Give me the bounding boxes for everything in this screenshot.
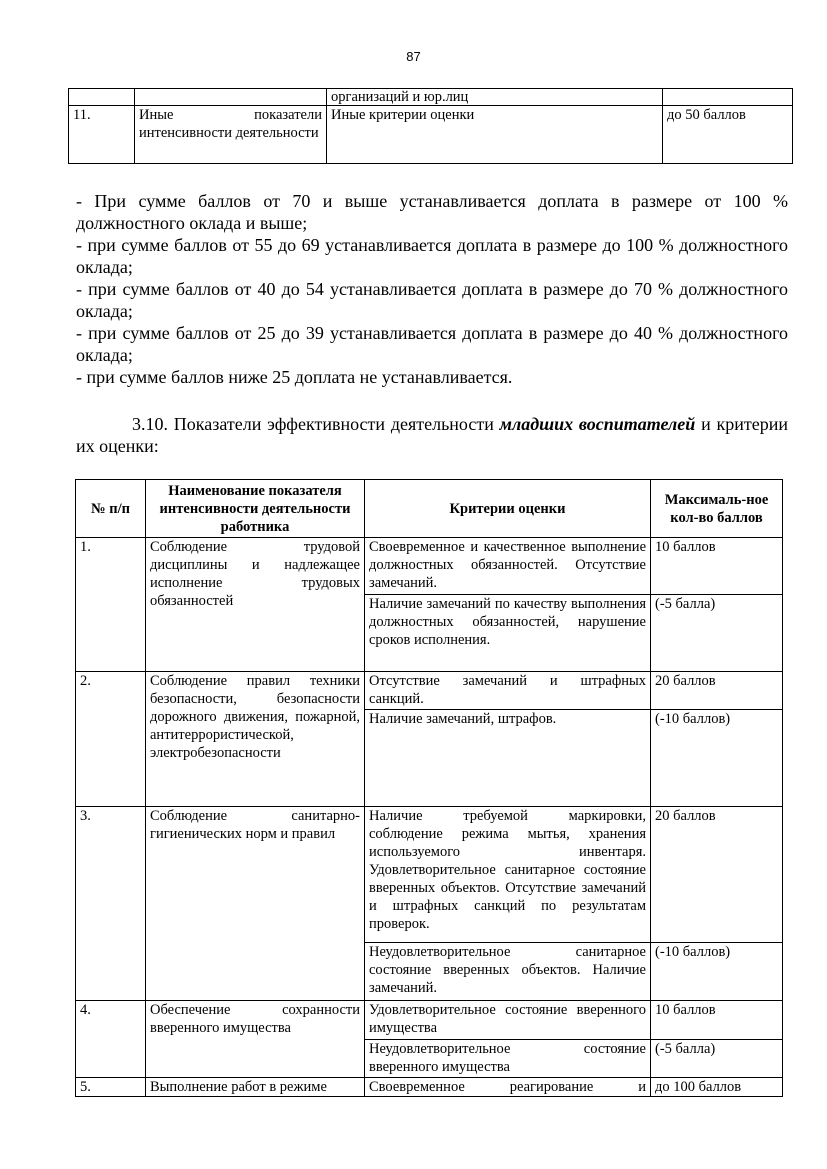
table-row (76, 538, 783, 595)
criteria-cell: Наличие замечаний, штрафов. (365, 710, 651, 807)
section-emphasis: младших воспитателей (499, 414, 696, 434)
page-number: 87 (406, 49, 421, 64)
points-cell: 20 баллов (651, 672, 783, 710)
criteria-cell: Наличие замечаний по качеству выполнения должностных обязанностей, нарушение сроков исполнения. (365, 595, 651, 672)
points-cell: (-10 баллов) (651, 710, 783, 807)
points-cell: 10 баллов (651, 1001, 783, 1040)
cell (135, 89, 327, 106)
section-heading (76, 413, 788, 457)
header-criteria: Критерии оценки (365, 480, 651, 538)
list-item: - при сумме баллов от 40 до 54 устанавливается доплата в размере до 70 % должностного оклада; (76, 279, 788, 321)
header-num: № п/п (76, 480, 146, 538)
header-indicator: Наименование показателя интенсивности деятельности работника (146, 480, 365, 538)
row-number: 1. (76, 538, 146, 672)
points-cell: до 50 баллов (663, 106, 793, 164)
indicator-cell: Иные показатели интенсивности деятельности (135, 106, 327, 164)
header-max: Максималь-ное кол-во баллов (651, 480, 783, 538)
list-item: - при сумме баллов ниже 25 доплата не устанавливается. (76, 367, 513, 387)
cell: организаций и юр.лиц (327, 89, 663, 106)
cell (663, 89, 793, 106)
criteria-cell: Неудовлетворительное санитарное состояние вверенных объектов. Наличие замечаний. (365, 943, 651, 1001)
criteria-cell: Своевременное и качественное выполнение должностных обязанностей. Отсутствие замечаний. (365, 538, 651, 595)
bonus-rules-list (76, 190, 788, 388)
table-header-row (76, 480, 783, 538)
previous-criteria-table (68, 88, 793, 164)
row-number: 3. (76, 807, 146, 1001)
criteria-cell: Удовлетворительное состояние вверенного имущества (365, 1001, 651, 1040)
criteria-table (75, 479, 783, 1097)
row-number: 4. (76, 1001, 146, 1078)
table-row (76, 1001, 783, 1040)
table-row (76, 807, 783, 943)
table-row (69, 89, 793, 106)
row-number: 5. (76, 1078, 146, 1097)
points-cell: 20 баллов (651, 807, 783, 943)
table-row (76, 672, 783, 710)
points-cell: (-10 баллов) (651, 943, 783, 1001)
section-prefix: 3.10. Показатели эффективности деятельности (132, 414, 500, 434)
criteria-cell: Отсутствие замечаний и штрафных санкций. (365, 672, 651, 710)
indicator-cell: Соблюдение правил техники безопасности, безопасности дорожного движения, пожарной, антитеррористической, электробезопасности (146, 672, 365, 807)
points-cell: (-5 балла) (651, 595, 783, 672)
list-item: - При сумме баллов от 70 и выше устанавливается доплата в размере от 100 % должностного оклада и выше; (76, 191, 788, 233)
criteria-cell: Иные критерии оценки (327, 106, 663, 164)
points-cell: 10 баллов (651, 538, 783, 595)
criteria-cell: Наличие требуемой маркировки, соблюдение режима мытья, хранения используемого инвентаря. Удовлетворительное санитарное состояние вверенных объектов. Отсутствие замечаний и штрафных санкций по результатам проверок. (365, 807, 651, 943)
criteria-cell: Своевременное реагирование и (365, 1078, 651, 1097)
table-row (76, 1078, 783, 1097)
table-row (69, 106, 793, 164)
points-cell: до 100 баллов (651, 1078, 783, 1097)
indicator-cell: Соблюдение трудовой дисциплины и надлежащее исполнение трудовых обязанностей (146, 538, 365, 672)
indicator-cell: Выполнение работ в режиме (146, 1078, 365, 1097)
row-number: 2. (76, 672, 146, 807)
indicator-cell: Соблюдение санитарно-гигиенических норм и правил (146, 807, 365, 1001)
list-item: - при сумме баллов от 25 до 39 устанавливается доплата в размере до 40 % должностного оклада; (76, 323, 788, 365)
row-number: 11. (69, 106, 135, 164)
indicator-cell: Обеспечение сохранности вверенного имущества (146, 1001, 365, 1078)
cell (69, 89, 135, 106)
points-cell: (-5 балла) (651, 1040, 783, 1078)
list-item: - при сумме баллов от 55 до 69 устанавливается доплата в размере до 100 % должностного оклада; (76, 235, 788, 277)
section-suffix: и критерии их оценки: (76, 414, 788, 456)
criteria-cell: Неудовлетворительное состояние вверенного имущества (365, 1040, 651, 1078)
